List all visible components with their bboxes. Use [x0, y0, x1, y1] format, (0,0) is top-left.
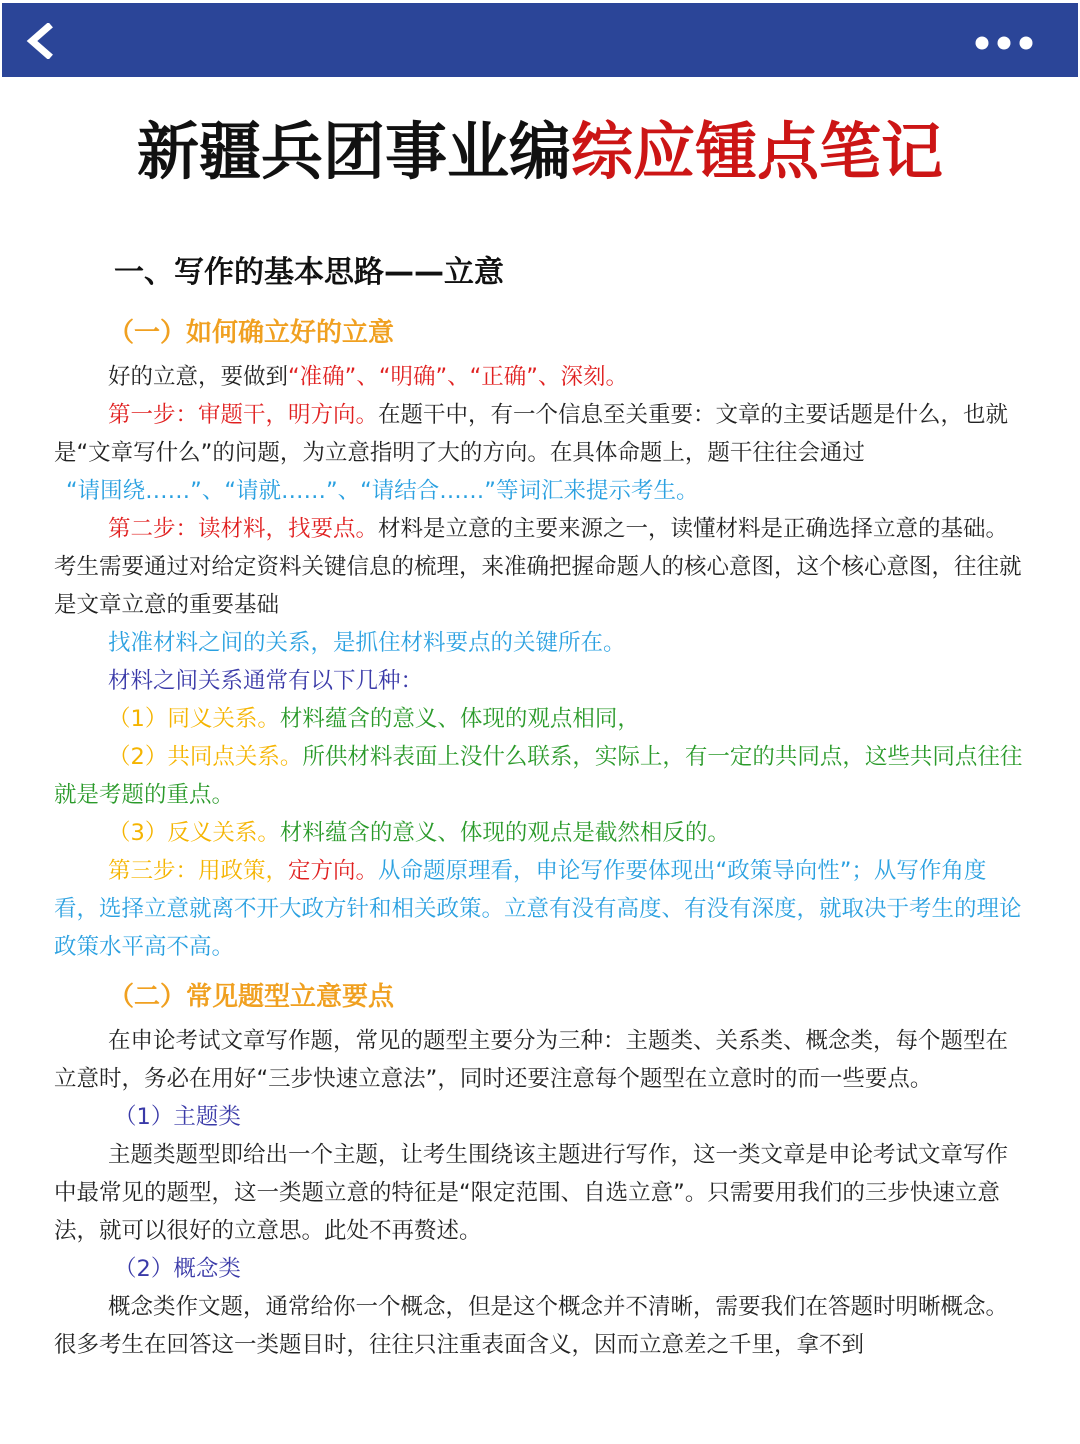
- step2-label: 第二步：读材料，找要点。: [108, 516, 379, 542]
- key-relation-line: 找准材料之间的关系，是抓住材料要点的关键所在。: [108, 630, 626, 656]
- type-2-label: （2）概念类: [114, 1256, 241, 1282]
- step3-text: 从命题原理看，申论写作要体现出“政策导向性”；从写作角度看，选择立意就离不开大政方针和相关政策。立意有没有高度、有没有深度，就取决于考生的理论政策水平高不高。: [54, 858, 1022, 960]
- relation-1-label: （1）同义关系。: [108, 706, 280, 732]
- intro-highlight: “准确”、“明确”、“正确”、深刻。: [288, 364, 628, 390]
- top-navigation-bar: [2, 3, 1078, 77]
- section-heading: 一、写作的基本思路——立意: [114, 255, 504, 290]
- type-1-text: 主题类题型即给出一个主题，让考生围绕该主题进行写作，这一类文章是申论考试文章写作中最常见的题型，这一类题立意的特征是“限定范围、自选立意”。只需要用我们的三步快速立意法，就可以很好的立意思。此处不再赘述。: [54, 1142, 1009, 1244]
- subsection-heading-2: （二）常见题型立意要点: [108, 982, 395, 1012]
- type-2-text: 概念类作文题，通常给你一个概念，但是这个概念并不清晰，需要我们在答题时明晰概念。很多考生在回答这一类题目时，往往只注重表面含义，因而立意差之千里，拿不到: [54, 1294, 1009, 1358]
- title-part-red: 综应锺点笔记: [571, 115, 944, 188]
- step3-label-b: 定方向。: [288, 858, 379, 884]
- type-1-label: （1）主题类: [114, 1104, 241, 1130]
- subsection-heading-1: （一）如何确立好的立意: [108, 318, 395, 348]
- relation-1: [54, 700, 1024, 738]
- step2-text: 材料是立意的主要来源之一，读懂材料是正确选择立意的基础。考生需要通过对给定资料关键信息的梳理，来准确把握命题人的核心意图，这个核心意图，往往就是文章立意的重要基础: [54, 516, 1022, 618]
- types-intro: 在申论考试文章写作题，常见的题型主要分为三种：主题类、关系类、概念类，每个题型在立意时，务必在用好“三步快速立意法”，同时还要注意每个题型在立意时的而一些要点。: [54, 1028, 1009, 1092]
- step3-paragraph: [54, 852, 1024, 966]
- article-body: [54, 248, 1024, 1364]
- relation-1-text: 材料蕴含的意义、体现的观点相同，: [279, 706, 640, 732]
- page-title: [0, 112, 1080, 192]
- chevron-left-icon[interactable]: [24, 23, 56, 59]
- step1-label: 第一步：审题干，明方向。: [108, 402, 379, 428]
- step1-paragraph: [54, 396, 1024, 510]
- relation-3-label: （3）反义关系。: [108, 820, 280, 846]
- more-dots-icon[interactable]: [974, 35, 1034, 51]
- step1-tail: “请围绕……”、“请就……”、“请结合……”等词汇来提示考生。: [66, 478, 699, 504]
- title-part-black: 新疆兵团事业编: [136, 115, 571, 188]
- relation-2: [54, 738, 1024, 814]
- step2-paragraph: [54, 510, 1024, 624]
- relation-2-text: 所供材料表面上没什么联系，实际上，有一定的共同点，这些共同点往往就是考题的重点。: [54, 744, 1023, 808]
- relation-3-text: 材料蕴含的意义、体现的观点是截然相反的。: [279, 820, 730, 846]
- step1-text: 在题干中，有一个信息至关重要：文章的主要话题是什么，也就是“文章写什么”的问题，为立意指明了大的方向。在具体命题上，题干往往会通过: [54, 402, 1009, 466]
- relation-3: [54, 814, 1024, 852]
- intro-text: 好的立意，要做到: [108, 364, 289, 390]
- relation-2-label: （2）共同点关系。: [108, 744, 303, 770]
- step3-label-a: 第三步：用政策，: [108, 858, 289, 884]
- relation-intro: 材料之间关系通常有以下几种：: [108, 668, 424, 694]
- intro-paragraph: [54, 358, 1024, 396]
